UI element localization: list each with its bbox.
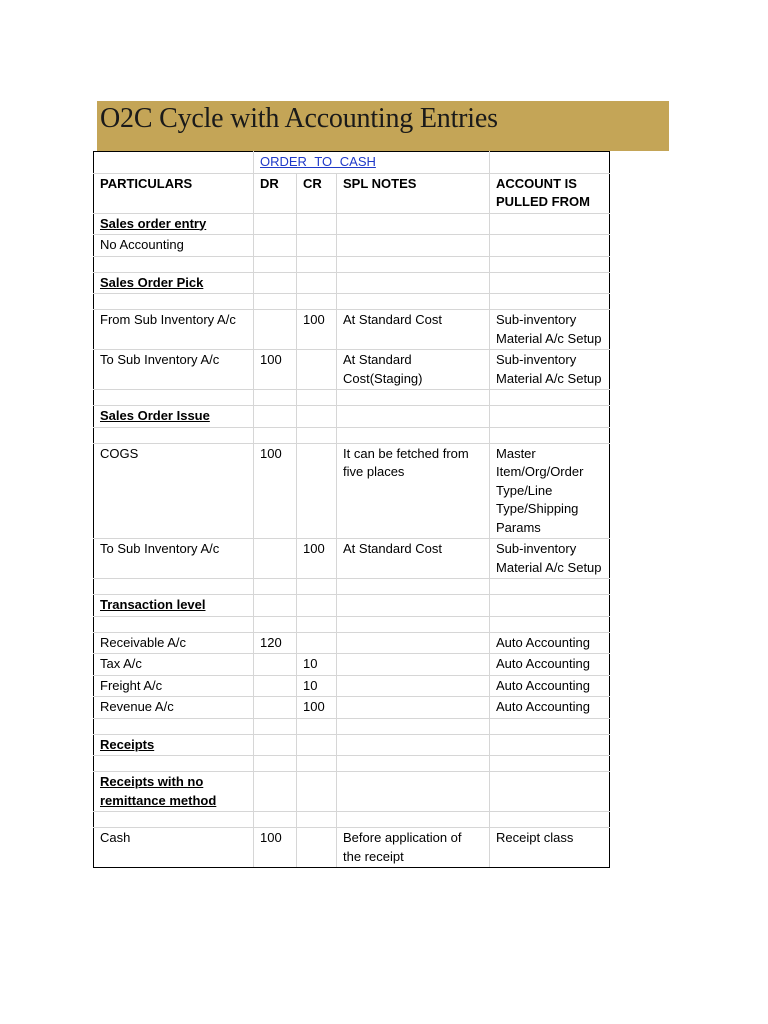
section-row [94, 595, 610, 617]
cell-dr [254, 310, 297, 350]
cell-particulars: Tax A/c [94, 654, 254, 676]
cell-notes [337, 632, 490, 654]
cell-account: Sub-inventory Material A/c Setup [490, 310, 610, 350]
section-sales-order-pick: Sales Order Pick [94, 272, 254, 294]
spacer-row [94, 390, 610, 406]
page-title: O2C Cycle with Accounting Entries [100, 103, 498, 134]
cell-notes [337, 654, 490, 676]
spacer-row [94, 579, 610, 595]
cell-account: Master Item/Org/Order Type/Line Type/Shipping Params [490, 443, 610, 539]
cell-cr [297, 350, 337, 390]
cell-notes [337, 675, 490, 697]
cell-dr: 100 [254, 828, 297, 868]
spacer-row [94, 812, 610, 828]
no-accounting-text: No Accounting [94, 235, 254, 257]
spacer-row [94, 718, 610, 734]
cell-notes [337, 697, 490, 719]
cell-dr [254, 654, 297, 676]
cell-dr: 100 [254, 443, 297, 539]
section-row [94, 772, 610, 812]
order-to-cash-link[interactable]: ORDER TO CASH [260, 154, 376, 169]
table-row [94, 152, 610, 174]
spacer-row [94, 616, 610, 632]
cell-notes: At Standard Cost(Staging) [337, 350, 490, 390]
section-row [94, 406, 610, 428]
cell-notes: At Standard Cost [337, 539, 490, 579]
cell-cr [297, 828, 337, 868]
cell-dr [254, 675, 297, 697]
header-row [94, 173, 610, 213]
cell-dr [254, 697, 297, 719]
cell-cr: 100 [297, 310, 337, 350]
table-row [94, 675, 610, 697]
section-receipts-no-remittance: Receipts with no remittance method [94, 772, 254, 812]
cell-cr: 100 [297, 697, 337, 719]
section-sales-order-entry: Sales order entry [94, 213, 254, 235]
header-dr: DR [254, 173, 297, 213]
cell-particulars: COGS [94, 443, 254, 539]
header-cr: CR [297, 173, 337, 213]
section-row [94, 213, 610, 235]
cell-particulars: To Sub Inventory A/c [94, 350, 254, 390]
title-banner [97, 101, 669, 151]
section-row [94, 272, 610, 294]
cell-particulars: Cash [94, 828, 254, 868]
section-transaction-level: Transaction level [94, 595, 254, 617]
cell-dr: 100 [254, 350, 297, 390]
cell-cr: 10 [297, 654, 337, 676]
cell-cr: 100 [297, 539, 337, 579]
cell-particulars: Receivable A/c [94, 632, 254, 654]
table-row [94, 443, 610, 539]
cell-cr [297, 632, 337, 654]
header-account: ACCOUNT IS PULLED FROM [490, 173, 610, 213]
section-sales-order-issue: Sales Order Issue [94, 406, 254, 428]
spacer-row [94, 294, 610, 310]
spacer-row [94, 756, 610, 772]
cell-particulars: From Sub Inventory A/c [94, 310, 254, 350]
cell-notes: Before application of the receipt [337, 828, 490, 868]
spacer-row [94, 427, 610, 443]
cell-notes: At Standard Cost [337, 310, 490, 350]
cell-account: Auto Accounting [490, 632, 610, 654]
cell-cr: 10 [297, 675, 337, 697]
cell-account: Sub-inventory Material A/c Setup [490, 350, 610, 390]
table-row [94, 310, 610, 350]
o2c-accounting-table [93, 151, 610, 868]
header-notes: SPL NOTES [337, 173, 490, 213]
table-row [94, 632, 610, 654]
cell-particulars: Revenue A/c [94, 697, 254, 719]
table-row [94, 539, 610, 579]
cell-account: Sub-inventory Material A/c Setup [490, 539, 610, 579]
cell-account: Auto Accounting [490, 654, 610, 676]
cell-account: Receipt class [490, 828, 610, 868]
table-row [94, 697, 610, 719]
table-row [94, 350, 610, 390]
table-row [94, 235, 610, 257]
section-receipts: Receipts [94, 734, 254, 756]
spacer-row [94, 256, 610, 272]
cell-cr [297, 443, 337, 539]
cell-dr: 120 [254, 632, 297, 654]
cell-account: Auto Accounting [490, 675, 610, 697]
cell-particulars: Freight A/c [94, 675, 254, 697]
section-row [94, 734, 610, 756]
cell-account: Auto Accounting [490, 697, 610, 719]
table-row [94, 654, 610, 676]
header-particulars: PARTICULARS [94, 173, 254, 213]
cell-notes: It can be fetched from five places [337, 443, 490, 539]
cell-particulars: To Sub Inventory A/c [94, 539, 254, 579]
cell-dr [254, 539, 297, 579]
table-row [94, 828, 610, 868]
